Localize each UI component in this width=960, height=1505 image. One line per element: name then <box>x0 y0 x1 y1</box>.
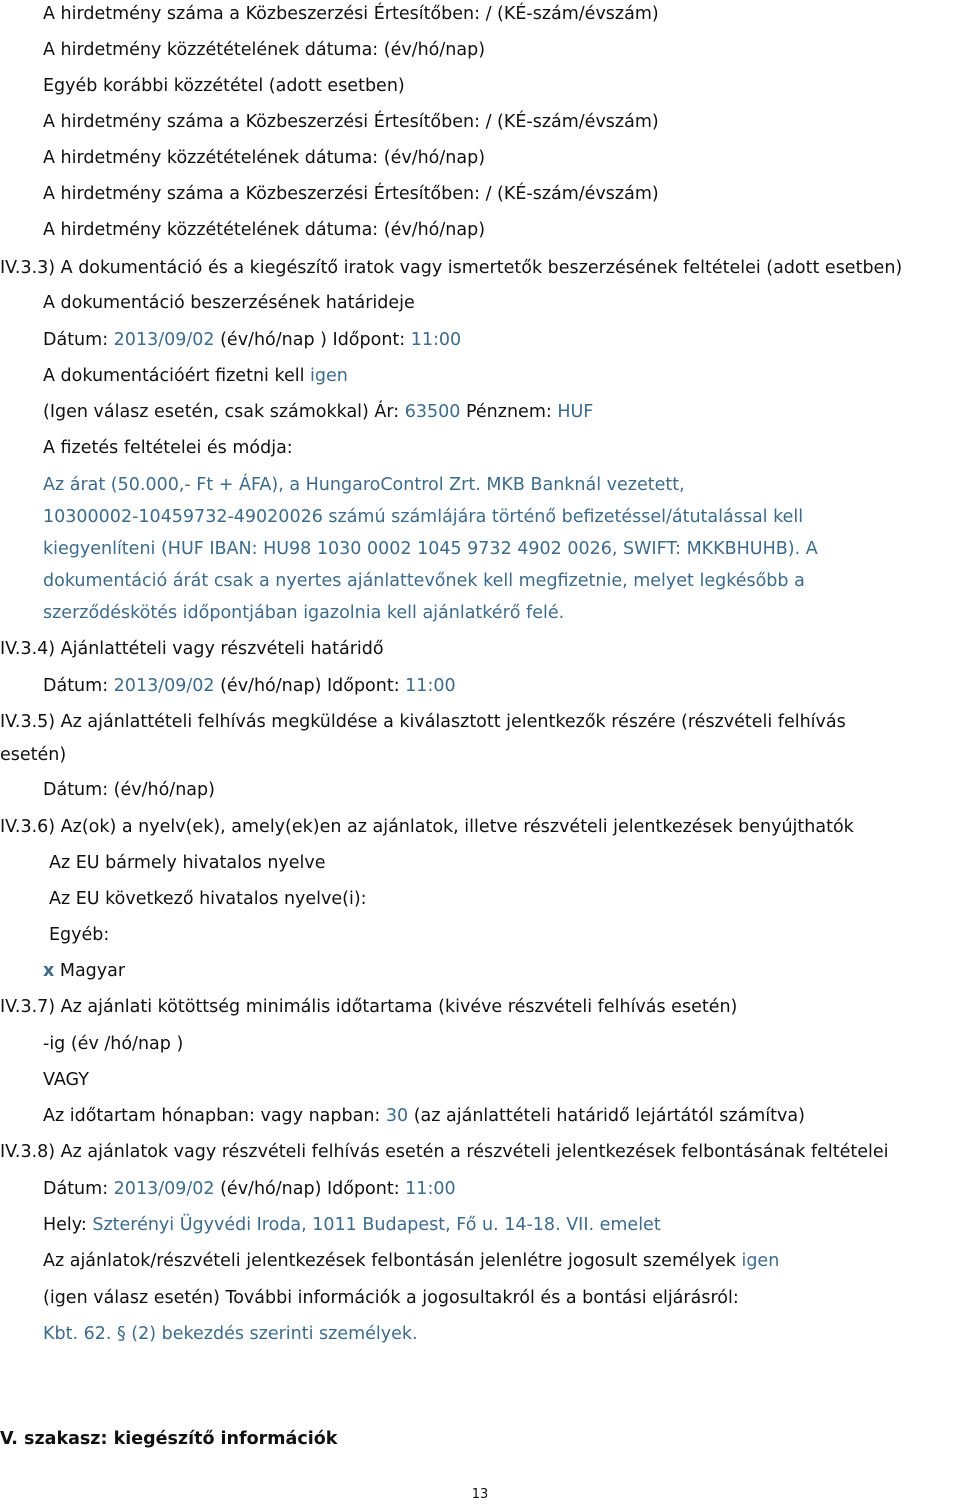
price-value: 63500 <box>404 402 461 422</box>
opening-date-line <box>43 1178 456 1200</box>
payment-terms-text-4: dokumentáció árát csak a nyertes ajánlattevőnek kell megfizetnie, melyet legkésőbb a <box>43 571 805 591</box>
persons-value: igen <box>741 1251 780 1271</box>
section-iv35-heading: IV.3.5) Az ajánlattételi felhívás megküldése a kiválasztott jelentkezők részére (részvételi felhívás <box>0 712 846 732</box>
prev-notice-date-1: A hirdetmény közzétételének dátuma: (év/hó/nap) <box>43 40 486 60</box>
opening-info-label: (igen válasz esetén) További információk a jogosultakról és a bontási eljárásról: <box>43 1288 739 1308</box>
language-option-other: Egyéb: <box>49 925 110 945</box>
date-format-label: (év/hó/nap) Időpont: <box>214 1179 406 1199</box>
doc-deadline-label: A dokumentáció beszerzésének határideje <box>43 293 415 313</box>
date-format-label: (év/hó/nap ) Időpont: <box>214 330 411 350</box>
price-label: (Igen válasz esetén, csak számokkal) Ár: <box>43 402 405 422</box>
time-value: 11:00 <box>410 330 462 350</box>
doc-payment-line <box>43 365 348 387</box>
duration-suffix: (az ajánlattételi határidő lejártától számítva) <box>408 1106 805 1126</box>
submission-deadline-line <box>43 675 456 697</box>
date-label: Dátum: <box>43 1179 114 1199</box>
payment-terms-text-2: 10300002-10459732-49020026 számú számlájára történő befizetéssel/átutalással kell <box>43 507 804 527</box>
opening-place-line <box>43 1214 661 1236</box>
prev-notice-number-3: A hirdetmény száma a Közbeszerzési Értesítőben: / (KÉ-szám/évszám) <box>43 184 659 204</box>
opening-persons-line <box>43 1250 779 1272</box>
duration-label: Az időtartam hónapban: vagy napban: <box>43 1106 386 1126</box>
binding-duration-line <box>43 1105 805 1127</box>
doc-price-line <box>43 401 593 423</box>
prev-notice-date-3: A hirdetmény közzétételének dátuma: (év/hó/nap) <box>43 220 486 240</box>
language-option-following-eu: Az EU következő hivatalos nyelve(i): <box>49 889 367 909</box>
invitation-date-line: Dátum: (év/hó/nap) <box>43 780 215 800</box>
persons-label: Az ajánlatok/részvételi jelentkezések felbontásán jelenlétre jogosult személyek <box>43 1251 742 1271</box>
prev-notice-number-2: A hirdetmény száma a Közbeszerzési Értesítőben: / (KÉ-szám/évszám) <box>43 112 659 132</box>
currency-value: HUF <box>557 402 594 422</box>
selected-language: Magyar <box>54 961 126 981</box>
language-option-any-eu: Az EU bármely hivatalos nyelve <box>49 853 326 873</box>
section-iv34-heading: IV.3.4) Ajánlattételi vagy részvételi határidő <box>0 639 384 659</box>
date-label: Dátum: <box>43 676 114 696</box>
section-iv33-heading: IV.3.3) A dokumentáció és a kiegészítő iratok vagy ismertetők beszerzésének feltételei (adott esetben) <box>0 258 903 278</box>
payment-terms-label: A fizetés feltételei és módja: <box>43 438 293 458</box>
opening-info-value: Kbt. 62. § (2) bekezdés szerinti személyek. <box>43 1324 418 1344</box>
page-number: 13 <box>471 1487 489 1502</box>
time-value: 11:00 <box>405 676 456 696</box>
binding-or-line: VAGY <box>43 1070 89 1090</box>
prev-notice-number-1: A hirdetmény száma a Közbeszerzési Értesítőben: / (KÉ-szám/évszám) <box>43 4 659 24</box>
other-prev-publication: Egyéb korábbi közzététel (adott esetben) <box>43 76 405 96</box>
payment-terms-text-5: szerződéskötés időpontjában igazolnia kell ajánlatkérő felé. <box>43 603 565 623</box>
section-v-heading: V. szakasz: kiegészítő információk <box>0 1429 338 1449</box>
section-iv38-heading: IV.3.8) Az ajánlatok vagy részvételi felhívás esetén a részvételi jelentkezések felbontásának feltételei <box>0 1142 889 1162</box>
date-value: 2013/09/02 <box>113 676 215 696</box>
time-value: 11:00 <box>405 1179 456 1199</box>
prev-notice-date-2: A hirdetmény közzétételének dátuma: (év/hó/nap) <box>43 148 486 168</box>
place-label: Hely: <box>43 1215 93 1235</box>
selected-mark: x <box>43 961 55 981</box>
payment-value: igen <box>310 366 348 386</box>
place-value: Szterényi Ügyvédi Iroda, 1011 Budapest, Fő u. 14-18. VII. emelet <box>92 1215 661 1235</box>
doc-deadline-date-line <box>43 329 461 351</box>
selected-language-line <box>43 960 125 982</box>
section-iv35-heading-cont: esetén) <box>0 745 67 765</box>
currency-label: Pénznem: <box>460 402 558 422</box>
payment-label: A dokumentációért fizetni kell <box>43 366 311 386</box>
payment-terms-text-3: kiegyenlíteni (HUF IBAN: HU98 1030 0002 1045 9732 4902 0026, SWIFT: MKKBHUHB). A <box>43 539 818 559</box>
section-iv37-heading: IV.3.7) Az ajánlati kötöttség minimális időtartama (kivéve részvételi felhívás esetén) <box>0 997 738 1017</box>
date-value: 2013/09/02 <box>113 330 215 350</box>
date-label: Dátum: <box>43 330 114 350</box>
date-value: 2013/09/02 <box>113 1179 215 1199</box>
section-iv36-heading: IV.3.6) Az(ok) a nyelv(ek), amely(ek)en az ajánlatok, illetve részvételi jelentkezések benyújthatók <box>0 817 854 837</box>
payment-terms-text-1: Az árat (50.000,- Ft + ÁFA), a HungaroControl Zrt. MKB Banknál vezetett, <box>43 475 685 495</box>
duration-value: 30 <box>385 1106 409 1126</box>
binding-until-line: -ig (év /hó/nap ) <box>43 1034 184 1054</box>
date-format-label: (év/hó/nap) Időpont: <box>214 676 406 696</box>
